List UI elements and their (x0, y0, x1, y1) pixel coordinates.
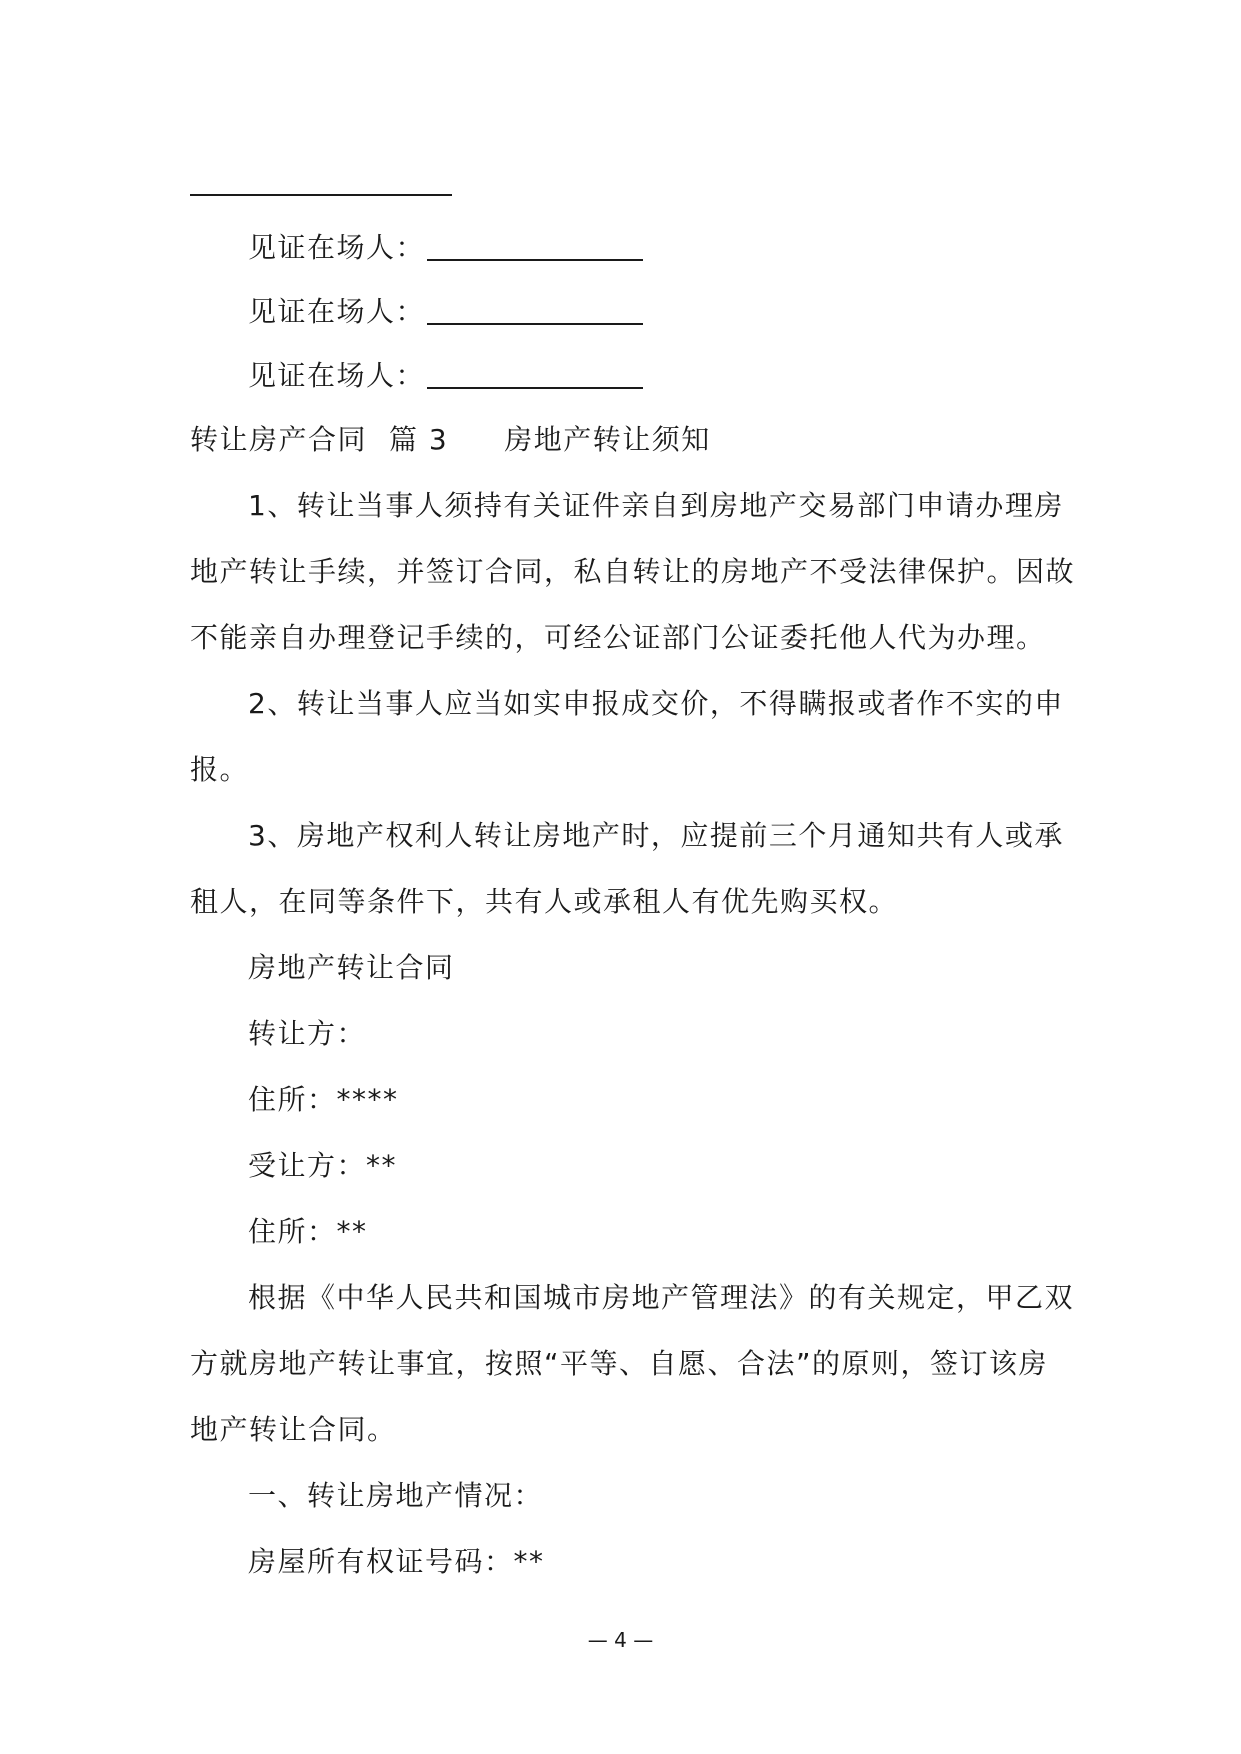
notice-item-2-line-2: 报。 (190, 753, 250, 786)
witness-label: 见证在场人： (248, 295, 426, 328)
notice-item-1-line-2: 地产转让手续，并签订合同，私自转让的房地产不受法律保护。因故 (190, 555, 1076, 588)
section-heading-number: 篇 3 (389, 423, 449, 456)
notice-item-3-line-2: 租人，在同等条件下，共有人或承租人有优先购买权。 (190, 885, 899, 918)
section-heading (190, 420, 711, 460)
notice-item-1-line-1: 1、转让当事人须持有关证件亲自到房地产交易部门申请办理房 (248, 489, 1064, 522)
certificate-number: 房屋所有权证号码：** (248, 1545, 545, 1578)
transferee-label: 受让方：** (248, 1149, 398, 1182)
section-heading-title: 转让房产合同 (190, 423, 368, 456)
transferee-address: 住所：** (248, 1215, 368, 1248)
preamble-line-3: 地产转让合同。 (190, 1413, 397, 1446)
witness-line-1 (248, 228, 643, 268)
transferor-address: 住所：**** (248, 1083, 399, 1116)
witness-line-3 (248, 356, 643, 396)
notice-item-3-line-1: 3、房地产权利人转让房地产时，应提前三个月通知共有人或承 (248, 819, 1064, 852)
section-1-title: 一、转让房地产情况： (248, 1479, 544, 1512)
witness-line-2 (248, 292, 643, 332)
signature-line (190, 194, 452, 196)
witness-label: 见证在场人： (248, 231, 426, 264)
notice-item-1-line-3: 不能亲自办理登记手续的，可经公证部门公证委托他人代为办理。 (190, 621, 1046, 654)
contract-title: 房地产转让合同 (248, 951, 455, 984)
preamble-line-1: 根据《中华人民共和国城市房地产管理法》的有关规定，甲乙双 (248, 1281, 1075, 1314)
notice-item-2-line-1: 2、转让当事人应当如实申报成交价，不得瞒报或者作不实的申 (248, 687, 1064, 720)
witness-blank (427, 359, 643, 389)
preamble-line-2: 方就房地产转让事宜，按照“平等、自愿、合法”的原则，签订该房 (190, 1347, 1049, 1380)
witness-blank (427, 231, 643, 261)
witness-label: 见证在场人： (248, 359, 426, 392)
witness-blank (427, 295, 643, 325)
section-heading-subtitle: 房地产转让须知 (504, 423, 711, 456)
page-number: — 4 — (587, 1628, 654, 1652)
transferor-label: 转让方： (248, 1017, 367, 1050)
